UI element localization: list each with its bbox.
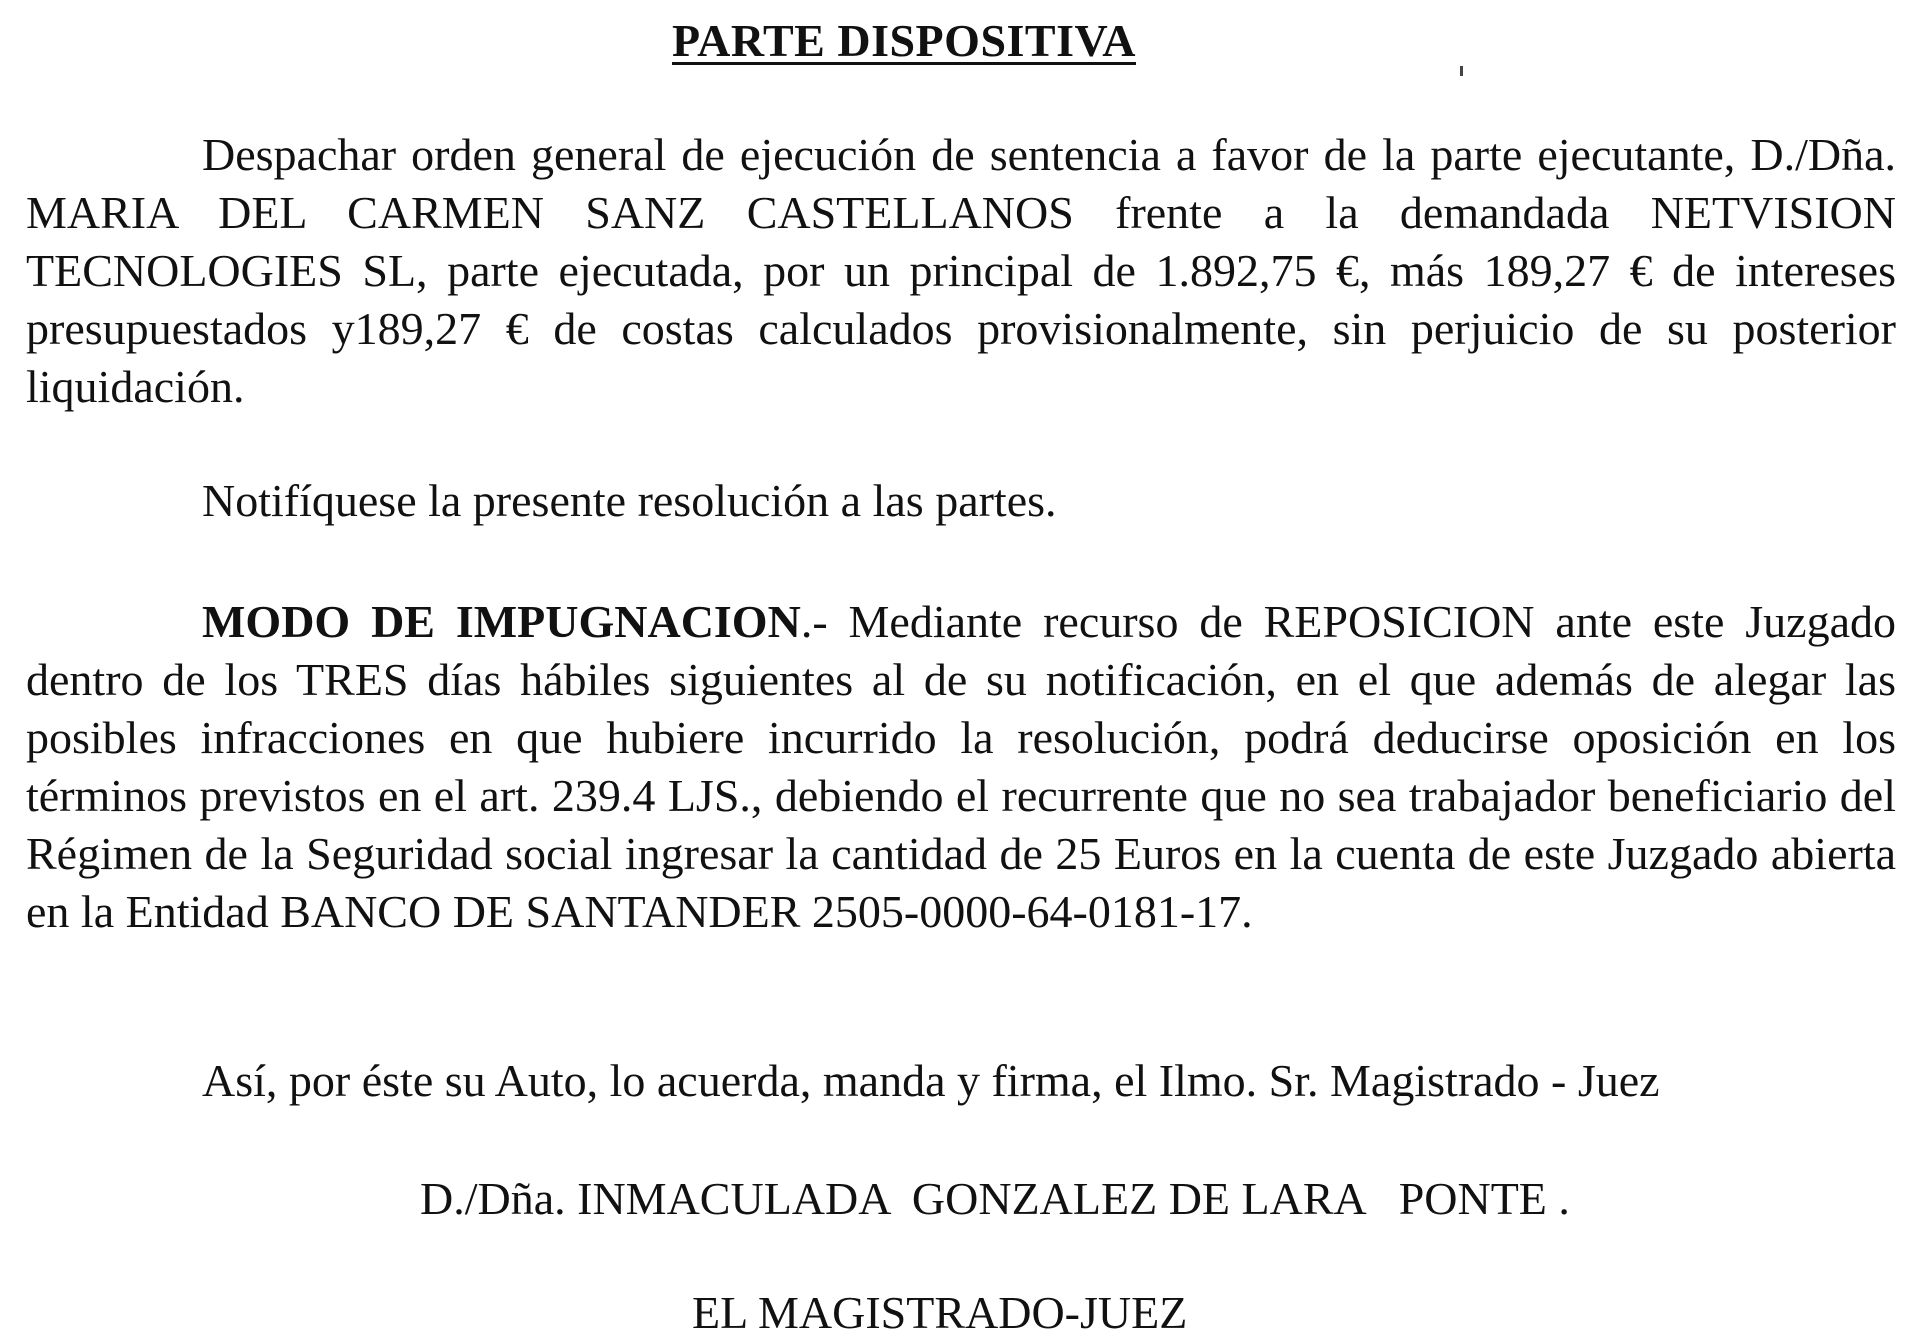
document-title: PARTE DISPOSITIVA [671,15,1137,66]
challenge-method-paragraph [26,593,1896,941]
notification-paragraph: Notifíquese la presente resolución a las partes. [202,475,1057,526]
execution-order-paragraph: Despachar orden general de ejecución de sentencia a favor de la parte ejecutante, D./Dña. MARIA DEL CARMEN SANZ CASTELLANOS frente a la demandada NETVISION TECNOLOGIES SL, parte ejecutada, por un principal de 1.892,75 €, más 189,27 € de intereses presupuestados y189,27 € de costas calculados provisionalmente, sin perjuicio de su posterior liquidación. [26,129,1896,412]
signer-name: D./Dña. INMACULADA GONZALEZ DE LARA PONTE . [420,1173,1570,1224]
scan-speck [1460,66,1463,76]
challenge-method-body: .- Mediante recurso de REPOSICION ante este Juzgado dentro de los TRES días hábiles siguientes al de su notificación, en el que además de alegar las posibles infracciones en que hubiere incurrido la resolución, podrá deducirse oposición en los términos previstos en el art. 239.4 LJS., debiendo el recurrente que no sea trabajador beneficiario del Régimen de la Seguridad social ingresar la cantidad de 25 Euros en la cuenta de este Juzgado abierta en la Entidad BANCO DE SANTANDER 2505-0000-64-0181-17. [26,596,1896,937]
challenge-method-heading: MODO DE IMPUGNACION [202,596,801,647]
signer-role: EL MAGISTRADO-JUEZ [692,1287,1188,1338]
closing-paragraph: Así, por éste su Auto, lo acuerda, manda y firma, el Ilmo. Sr. Magistrado - Juez [202,1055,1660,1106]
